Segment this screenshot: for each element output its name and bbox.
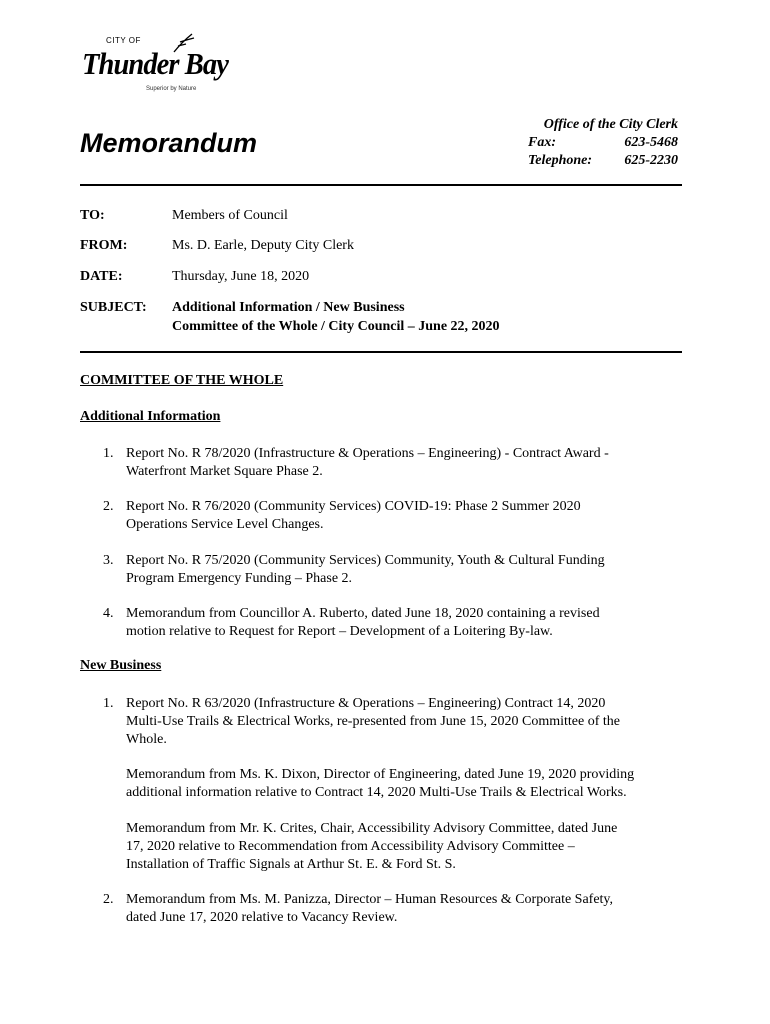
logo-tagline: Superior by Nature xyxy=(146,86,197,92)
list-item-line: Report No. R 78/2020 (Infrastructure & Operations – Engineering) - Contract Award - xyxy=(126,446,609,461)
list-item-number: 1. xyxy=(103,446,114,461)
list-item-number: 1. xyxy=(103,696,114,711)
new-business-title: New Business xyxy=(80,658,162,673)
subject-label: SUBJECT: xyxy=(80,300,147,315)
list-item-line: Memorandum from Ms. K. Dixon, Director of Engineering, dated June 19, 2020 providing xyxy=(126,767,635,782)
list-item-line: Report No. R 63/2020 (Infrastructure & Operations – Engineering) Contract 14, 2020 xyxy=(126,696,606,711)
telephone-value: 625-2230 xyxy=(624,153,678,168)
list-item-line: Report No. R 75/2020 (Community Services) Community, Youth & Cultural Funding xyxy=(126,553,605,568)
to-value: Members of Council xyxy=(172,208,288,223)
list-item-line: motion relative to Request for Report – Development of a Loitering By-law. xyxy=(126,624,553,639)
subject-line-2: Committee of the Whole / City Council – June 22, 2020 xyxy=(172,319,500,334)
logo-city-prefix: CITY OF xyxy=(106,36,141,45)
date-label: DATE: xyxy=(80,269,123,284)
list-item-line: Installation of Traffic Signals at Arthur St. E. & Ford St. S. xyxy=(126,857,456,872)
header-divider-top xyxy=(80,184,682,186)
subject-line-1: Additional Information / New Business xyxy=(172,300,405,315)
to-label: TO: xyxy=(80,208,105,223)
city-logo xyxy=(80,36,230,100)
header-divider-bottom xyxy=(80,351,682,353)
additional-info-title: Additional Information xyxy=(80,409,221,424)
list-item-line: Memorandum from Ms. M. Panizza, Director – Human Resources & Corporate Safety, xyxy=(126,892,614,907)
list-item-line: Memorandum from Councillor A. Ruberto, dated June 18, 2020 containing a revised xyxy=(126,606,600,621)
office-block xyxy=(528,116,678,170)
fax-label: Fax: xyxy=(528,135,556,150)
telephone-row xyxy=(528,152,678,170)
list-item-number: 2. xyxy=(103,499,114,514)
list-item-line: dated June 17, 2020 relative to Vacancy Review. xyxy=(126,910,398,925)
from-value: Ms. D. Earle, Deputy City Clerk xyxy=(172,238,354,253)
list-item-line: Multi-Use Trails & Electrical Works, re-presented from June 15, 2020 Committee of the xyxy=(126,714,620,729)
telephone-label: Telephone: xyxy=(528,153,593,168)
list-item-line: Report No. R 76/2020 (Community Services) COVID-19: Phase 2 Summer 2020 xyxy=(126,499,581,514)
fax-row xyxy=(528,134,678,152)
list-item-line: additional information relative to Contract 14, 2020 Multi-Use Trails & Electrical Works. xyxy=(126,785,627,800)
list-item-line: Program Emergency Funding – Phase 2. xyxy=(126,571,353,586)
list-item-number: 2. xyxy=(103,892,114,907)
logo-name: Thunder Bay xyxy=(82,46,228,81)
bird-icon xyxy=(172,32,196,54)
list-item-line: Waterfront Market Square Phase 2. xyxy=(126,464,323,479)
date-value: Thursday, June 18, 2020 xyxy=(172,269,310,284)
office-title: Office of the City Clerk xyxy=(543,117,678,132)
fax-value: 623-5468 xyxy=(624,135,678,150)
memo-title: Memorandum xyxy=(80,128,258,158)
list-item-line: Memorandum from Mr. K. Crites, Chair, Accessibility Advisory Committee, dated June xyxy=(126,821,618,836)
section-title: COMMITTEE OF THE WHOLE xyxy=(80,373,284,388)
from-label: FROM: xyxy=(80,238,128,253)
list-item-line: Operations Service Level Changes. xyxy=(126,517,324,532)
list-item-number: 3. xyxy=(103,553,114,568)
list-item-number: 4. xyxy=(103,606,114,621)
list-item-line: Whole. xyxy=(126,732,167,747)
list-item-line: 17, 2020 relative to Recommendation from Accessibility Advisory Committee – xyxy=(126,839,575,854)
